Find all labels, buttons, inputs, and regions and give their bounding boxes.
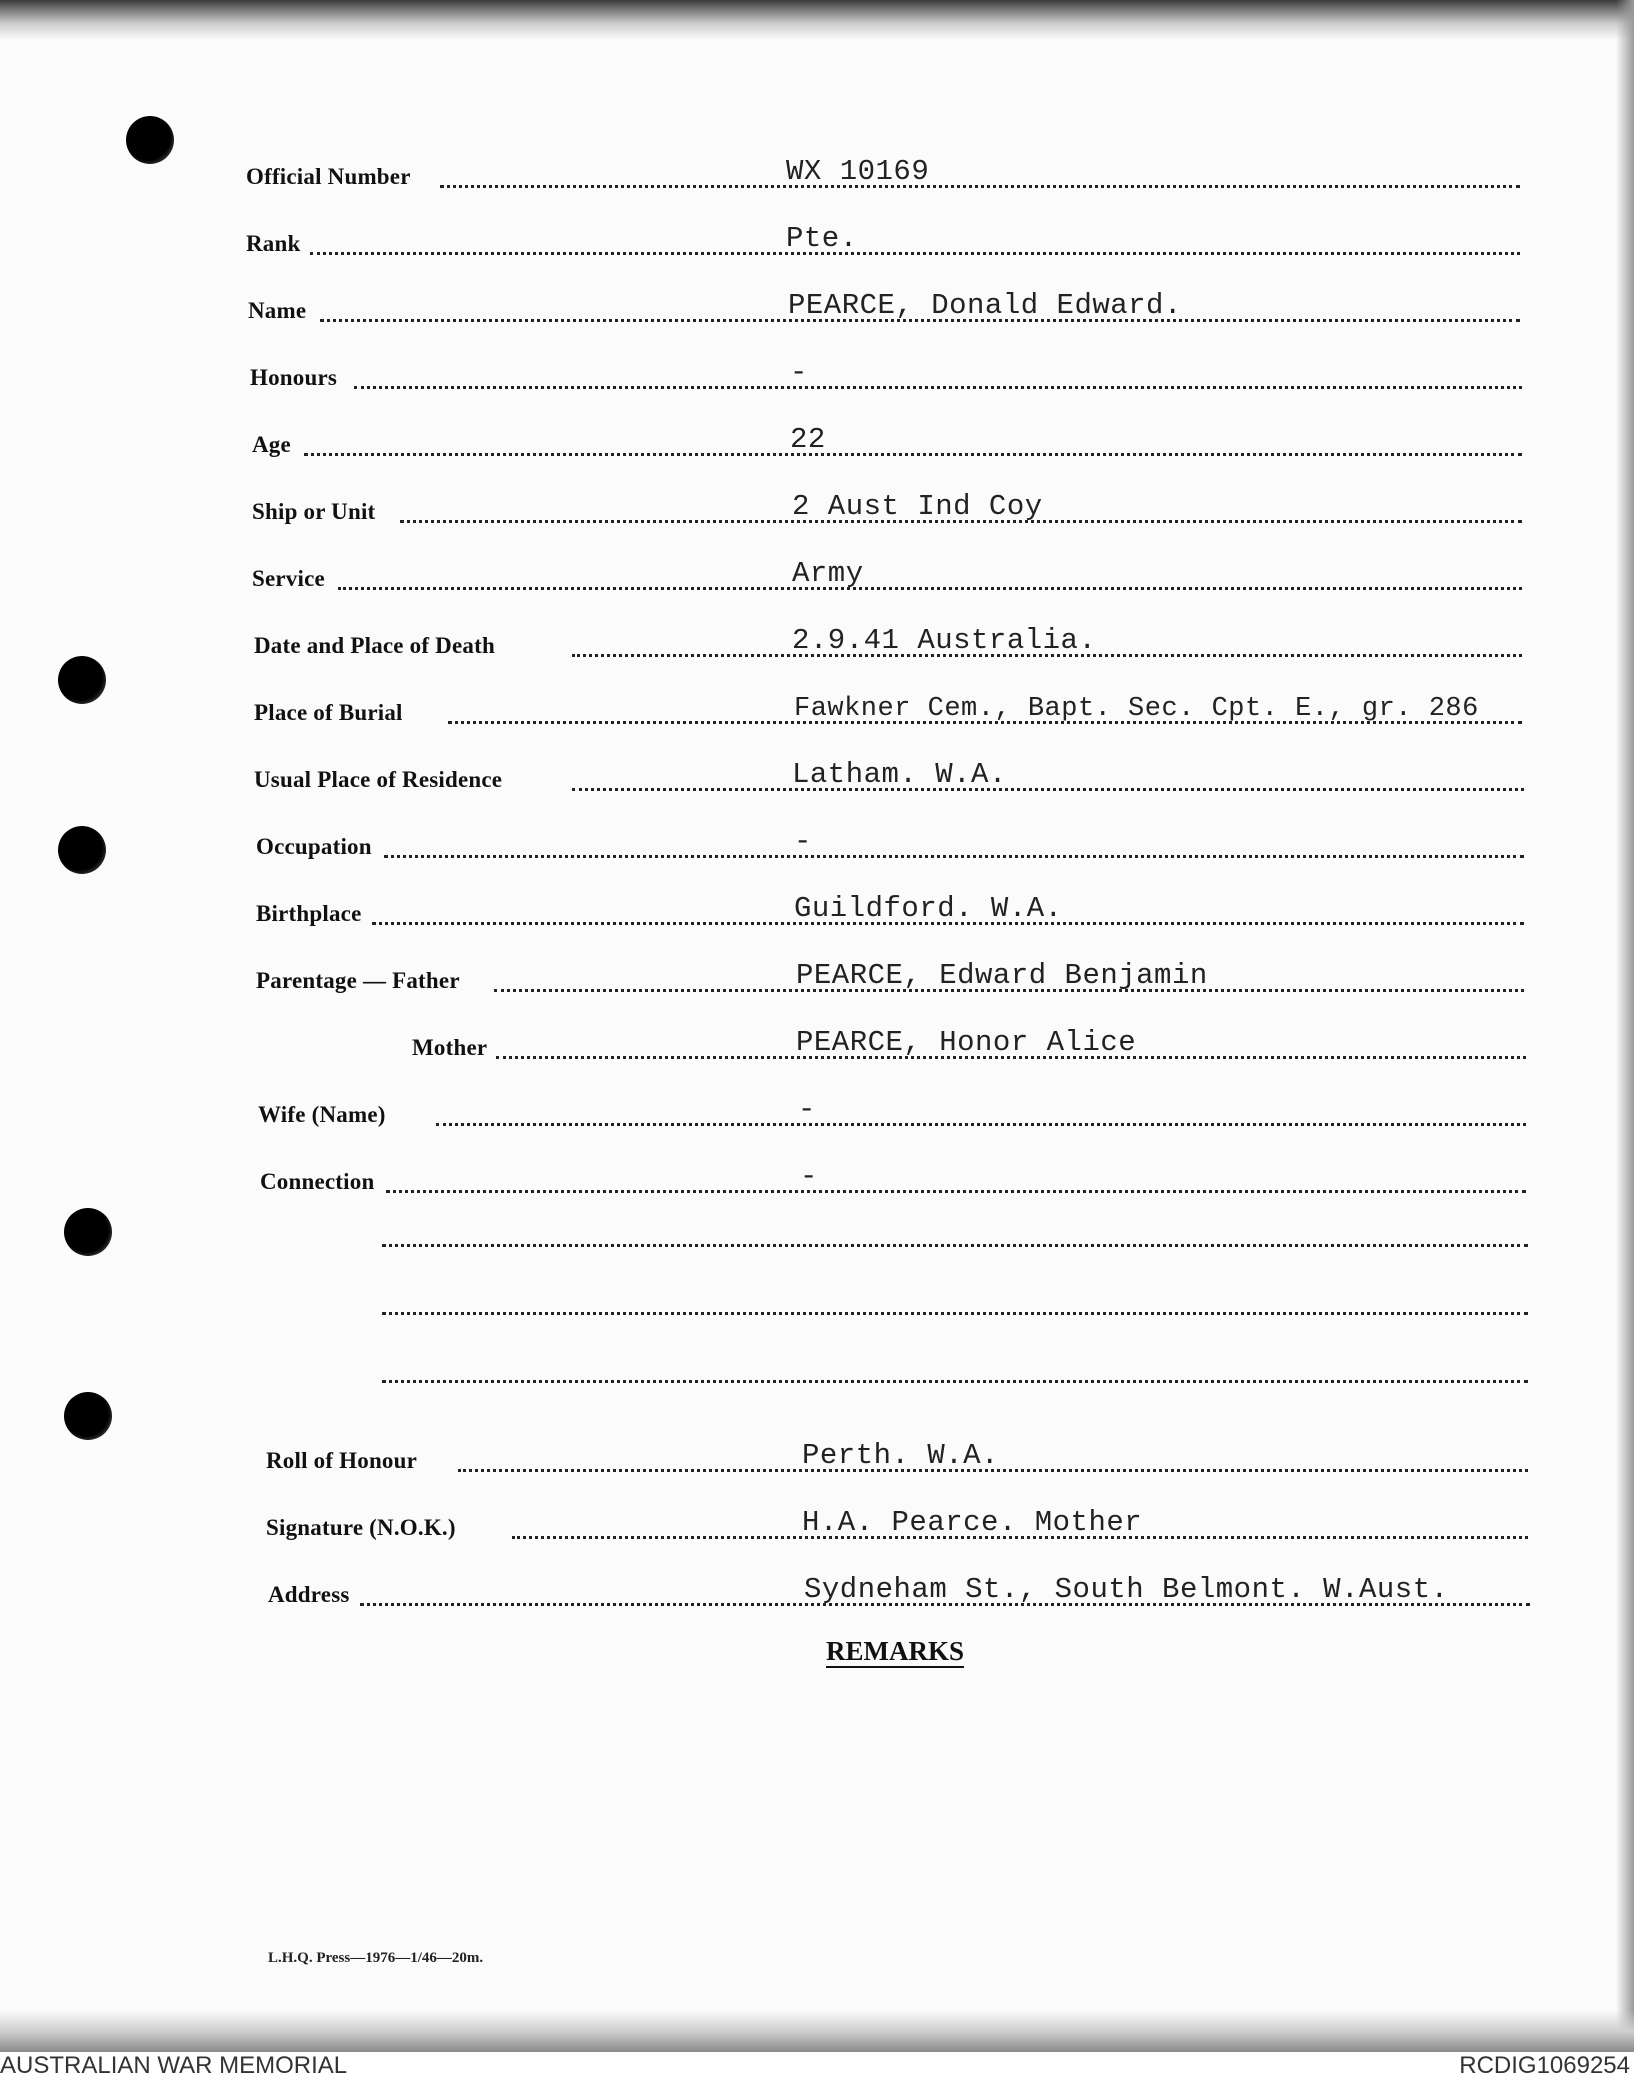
field-label: Place of Burial	[254, 700, 403, 725]
field-label: Wife (Name)	[258, 1102, 386, 1127]
remarks-heading: REMARKS	[826, 1636, 965, 1666]
field-value: 22	[790, 423, 826, 456]
footer-institution: AUSTRALIAN WAR MEMORIAL	[0, 2052, 348, 2079]
field-label: Signature (N.O.K.)	[266, 1515, 456, 1540]
blank-dotted-line	[382, 1244, 1528, 1247]
dotted-leader	[386, 1190, 1526, 1193]
field-value: WX 10169	[786, 155, 930, 188]
field-label: Rank	[246, 231, 301, 256]
field-value: 2 Aust Ind Coy	[792, 490, 1043, 523]
field-label: Parentage — Father	[256, 968, 460, 993]
field-value: Perth. W.A.	[802, 1439, 999, 1472]
field-label: Mother	[412, 1035, 488, 1060]
field-label: Honours	[250, 365, 338, 390]
dotted-leader	[338, 587, 1522, 590]
field-value: Sydneham St., South Belmont. W.Aust.	[804, 1573, 1449, 1606]
scan-right-edge	[1616, 0, 1634, 2040]
field-label: Date and Place of Death	[254, 633, 495, 658]
punch-hole	[58, 826, 106, 874]
field-label: Roll of Honour	[266, 1448, 418, 1473]
blank-dotted-line	[382, 1312, 1528, 1315]
field-label: Birthplace	[256, 901, 362, 926]
scan-bottom-edge	[0, 2010, 1634, 2052]
punch-hole	[64, 1208, 112, 1256]
dotted-leader	[310, 252, 1520, 255]
field-value: Latham. W.A.	[792, 758, 1007, 791]
field-value: Pte.	[786, 222, 858, 255]
dotted-leader	[572, 788, 1524, 791]
field-value: PEARCE, Edward Benjamin	[796, 959, 1208, 992]
punch-hole	[58, 656, 106, 704]
field-value: Guildford. W.A.	[794, 892, 1063, 925]
scan-top-edge	[0, 0, 1634, 40]
field-label: Address	[268, 1582, 350, 1607]
field-label: Usual Place of Residence	[254, 767, 503, 792]
field-value: -	[800, 1160, 818, 1193]
blank-dotted-line	[382, 1380, 1528, 1383]
dotted-leader	[304, 453, 1522, 456]
field-value: PEARCE, Honor Alice	[796, 1026, 1137, 1059]
punch-hole	[64, 1392, 112, 1440]
field-label: Age	[252, 432, 291, 457]
printer-code: L.H.Q. Press—1976—1/46—20m.	[268, 1950, 484, 1966]
punch-hole	[126, 116, 174, 164]
field-value: -	[794, 825, 812, 858]
field-label: Occupation	[256, 834, 372, 859]
field-value: -	[790, 356, 808, 389]
field-value: 2.9.41 Australia.	[792, 624, 1097, 657]
field-label: Service	[252, 566, 325, 591]
field-value: H.A. Pearce. Mother	[802, 1506, 1143, 1539]
field-label: Name	[248, 298, 307, 323]
field-label: Ship or Unit	[252, 499, 376, 524]
field-value: Fawkner Cem., Bapt. Sec. Cpt. E., gr. 286	[794, 694, 1479, 724]
dotted-leader	[384, 855, 1524, 858]
dotted-leader	[440, 185, 1520, 188]
footer-record-id: RCDIG1069254	[1459, 2052, 1630, 2079]
field-value: PEARCE, Donald Edward.	[788, 289, 1182, 322]
field-value: Army	[792, 557, 864, 590]
field-label: Connection	[260, 1169, 375, 1194]
field-label: Official Number	[246, 164, 411, 189]
dotted-leader	[354, 386, 1522, 389]
dotted-leader	[436, 1123, 1526, 1126]
field-value: -	[798, 1093, 816, 1126]
